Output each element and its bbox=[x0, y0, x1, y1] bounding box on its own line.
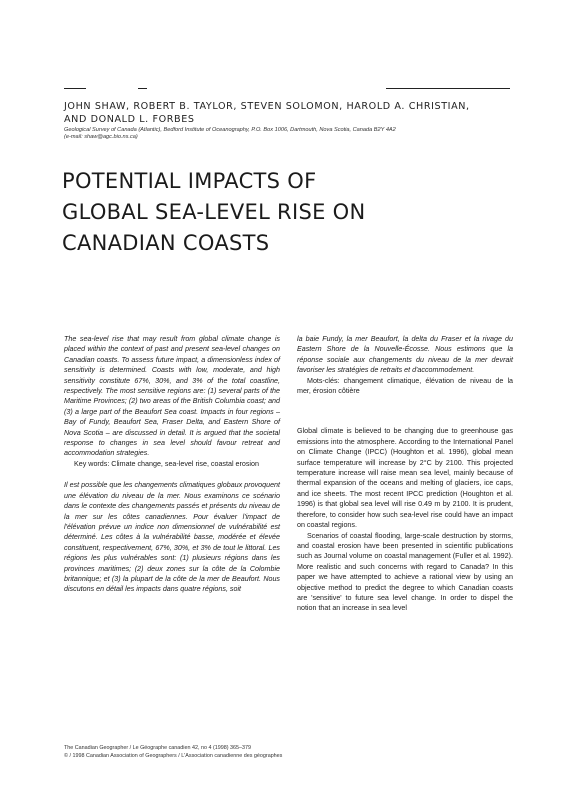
copyright-notice: © / 1998 Canadian Association of Geographers / L'Association canadienne des géographes bbox=[64, 752, 283, 759]
affiliation bbox=[64, 127, 524, 142]
keywords-english: Key words: Climate change, sea-level rise, coastal erosion bbox=[74, 459, 259, 468]
title-line-1: POTENTIAL IMPACTS OF bbox=[62, 169, 317, 193]
author-line-1: JOHN SHAW, ROBERT B. TAYLOR, STEVEN SOLOMON, HAROLD A. CHRISTIAN, bbox=[64, 101, 470, 112]
article-title bbox=[62, 166, 522, 259]
header-rule-middle bbox=[138, 88, 147, 89]
title-line-3: CANADIAN COASTS bbox=[62, 231, 270, 255]
body-paragraph-2: Scenarios of coastal flooding, large-scale destruction by storms, and coastal erosion have been presented in scientific publications such as Journal volume on coastal management (Fuller et al. 1992). More realistic and such concerns with regard to Canada? In this paper we have attempted to achieve a rational view by using an objective method to predict the degree to which Canadian coasts are 'sensitive' to future sea level change. In order to dispel the notion that an increase in sea level bbox=[297, 531, 513, 613]
journal-footer bbox=[64, 745, 484, 760]
affiliation-email: (e-mail: shaw@agc.bio.ns.ca) bbox=[64, 134, 138, 141]
author-list bbox=[64, 100, 514, 126]
keywords-french: Mots-clés: changement climatique, élévation de niveau de la mer, érosion côtière bbox=[297, 376, 513, 396]
abstract-french-continued: la baie Fundy, la mer Beaufort, la delta du Fraser et la rivage du Eastern Shore de la Nouvelle-Écosse. Nous estimons que la réponse sociale aux changements du niveau de la mer devrait favoriser les stratégies de retraits et d'accommodement. bbox=[297, 335, 513, 375]
header-rule-left bbox=[64, 88, 86, 89]
abstract-french: Il est possible que les changements climatiques globaux provoquent une élévation du niveau de la mer. Nous examinons ce scénario dans le contexte des changements passés et présents du niveau de la mer sur les côtes canadiennes. Pour évaluer l'impact de l'élévation prévue un indice non dimensionnel de vulnérabilité est déterminé. Les côtes à la vulnérabilité basse, modérée et élevée constituent, respectivement, 67%, 30%, et 3% de tout le littoral. Les régions les plus vulnérables sont: (1) plusieurs régions dans les provinces maritimes; (2) deux zones sur la côte de la Colombie britannique; et (3) la plupart de la côte de la mer de Beaufort. Nous discutons en détail les impacts dans quatre régions, soit bbox=[64, 481, 280, 594]
left-column bbox=[64, 334, 280, 595]
journal-citation: The Canadian Geographer / Le Géographe canadien 42, no 4 (1998) 365–379 bbox=[64, 745, 252, 751]
affiliation-line-1: Geological Survey of Canada (Atlantic), Bedford Institute of Oceanography, P.O. Box 1006, Dartmouth, Nova Scotia, Canada B2Y 4A2 bbox=[64, 127, 396, 133]
right-column bbox=[297, 334, 513, 614]
body-paragraph-1: Global climate is believed to be changing due to greenhouse gas emissions into the atmosphere. According to the International Panel on Climate Change (IPCC) (Houghton et al. 1996), global mean surface temperature will increase by 2°C by 2100. This projected temperature increase will raise mean sea level, mainly because of thermal expansion of the oceans and melting of glaciers, ice caps, and ice sheets. The most recent IPCC prediction (Houghton et al. 1996) is that global sea level will rise 0.49 m by 2100. It is prudent, therefore, to consider how such sea-level rise could have an impact on coastal regions. bbox=[297, 427, 513, 530]
title-line-2: GLOBAL SEA-LEVEL RISE ON bbox=[62, 200, 366, 224]
header-rule-right bbox=[386, 88, 510, 89]
abstract-english: The sea-level rise that may result from global climate change is placed within the context of past and present sea-level changes on Canadian coasts. To assess future impact, a dimensionless index of sensitivity is determined. Coasts with low, moderate, and high sensitivity constitute 67%, 30%, and 3% of the total coastline, respectively. The most sensitive regions are: (1) several parts of the Maritime Provinces; (2) two areas of the British Columbia coast; and (3) a large part of the Beaufort Sea coast. Impacts in four regions – Bay of Fundy, Beaufort Sea, Fraser Delta, and Eastern Shore of Nova Scotia – are discussed in detail. It is argued that the societal response to changes in sea level should favour retreat and accommodation strategies. bbox=[64, 335, 280, 458]
author-line-2: AND DONALD L. FORBES bbox=[64, 114, 195, 125]
